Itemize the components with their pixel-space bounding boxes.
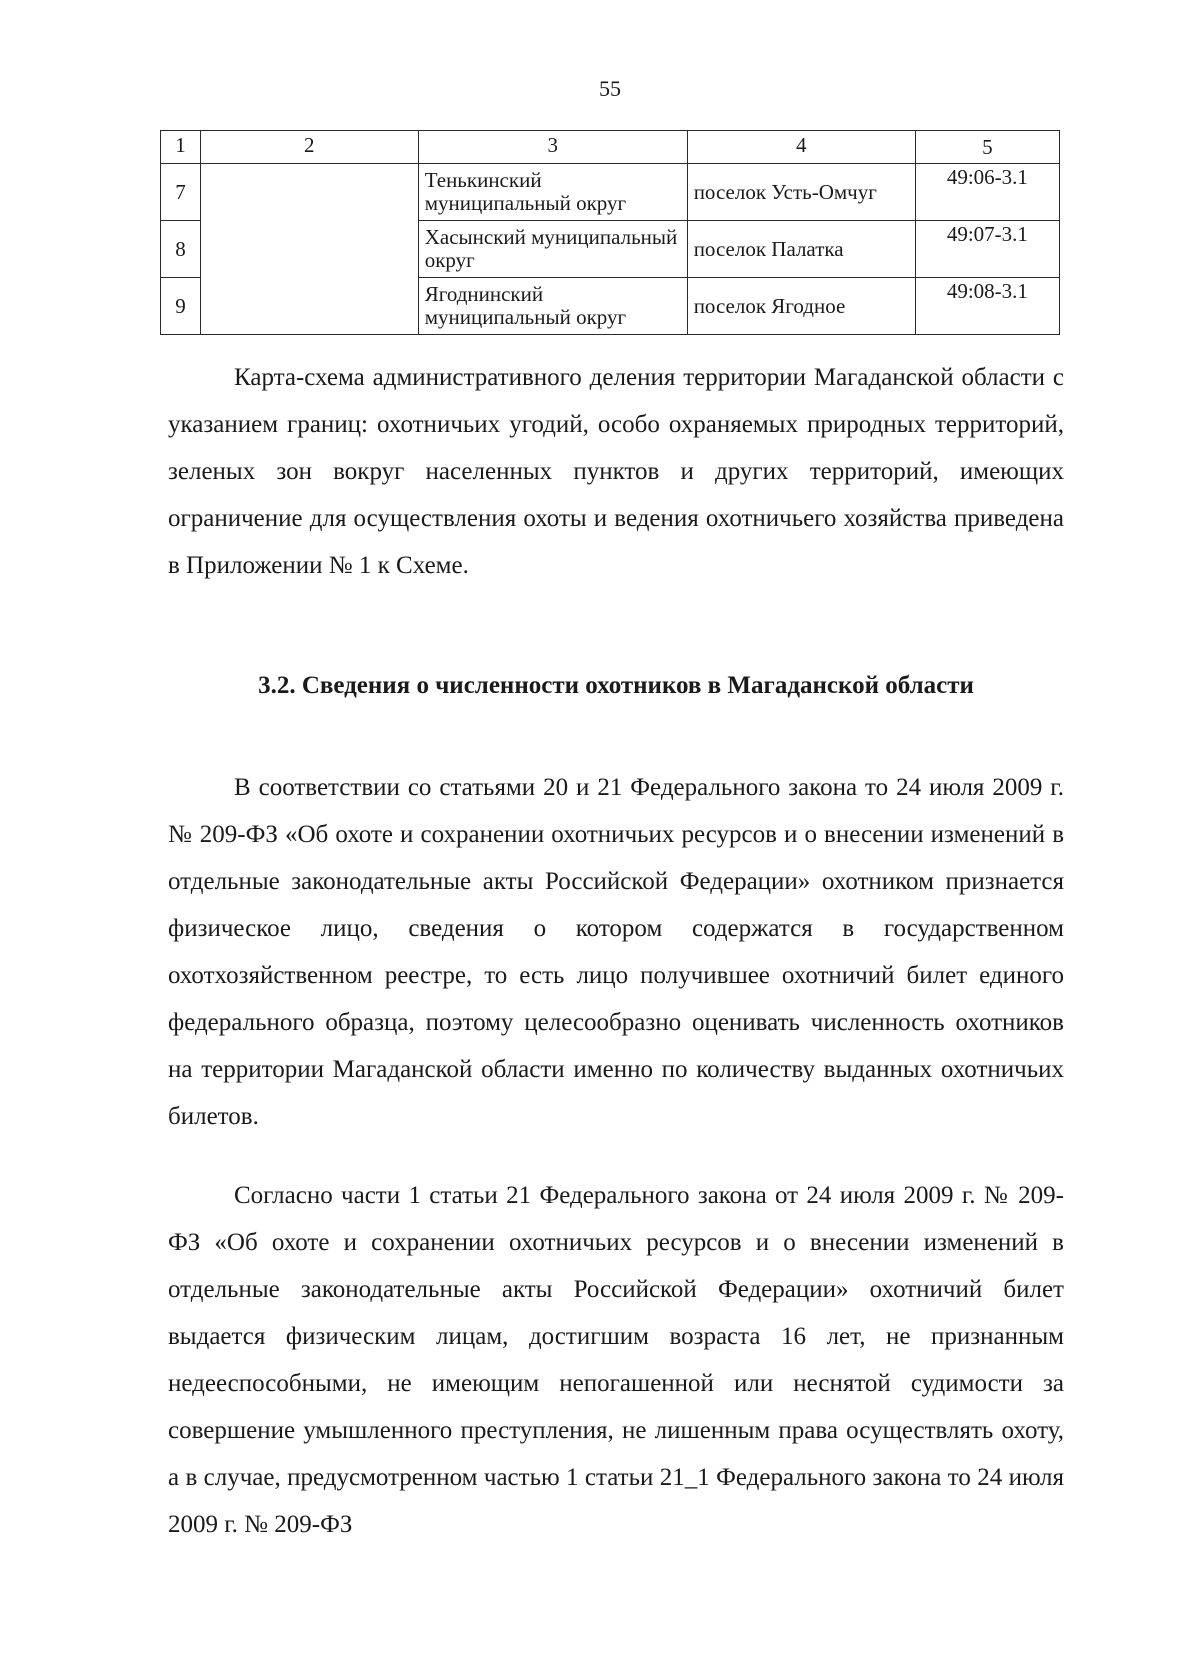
table-header-row	[161, 131, 1060, 164]
table-header-cell: 1	[161, 131, 201, 164]
districts-table	[160, 130, 1060, 335]
code-cell: 49:08-3.1	[915, 278, 1059, 335]
district-cell: Ягоднинский муниципальный округ	[418, 278, 687, 335]
row-number-cell: 8	[161, 221, 201, 278]
settlement-cell: поселок Усть-Омчуг	[687, 164, 915, 221]
table-header-cell: 5	[915, 131, 1059, 164]
district-cell: Хасынский муниципальный округ	[418, 221, 687, 278]
settlement-cell: поселок Палатка	[687, 221, 915, 278]
page-number: 55	[599, 76, 621, 101]
hunters-definition-paragraph: В соответствии со статьями 20 и 21 Федерального закона то 24 июля 2009 г. № 209-ФЗ «Об охоте и сохранении охотничьих ресурсов и о внесении изменений в отдельные законодательные акты Российской Федерации» охотником признается физическое лицо, сведения о котором содержатся в государственном охотхозяйственном реестре, то есть лицо получившее охотничий билет единого федерального образца, поэтому целесообразно оценивать численность охотников на территории Магаданской области именно по количеству выданных охотничьих билетов.	[168, 774, 1064, 1130]
settlement-cell: поселок Ягодное	[687, 278, 915, 335]
row-number-cell: 7	[161, 164, 201, 221]
ticket-issue-paragraph: Согласно части 1 статьи 21 Федерального закона от 24 июля 2009 г. № 209-ФЗ «Об охоте и сохранении охотничьих ресурсов и о внесении изменений в отдельные законодательные акты Российской Федерации» охотничий билет выдается физическим лицам, достигшим возраста 16 лет, не признанным недееспособными, не имеющим непогашенной или неснятой судимости за совершение умышленного преступления, не лишенным права осуществлять охоту, а в случае, предусмотренном частью 1 статьи 21_1 Федерального закона то 24 июля 2009 г. № 209-ФЗ	[168, 1182, 1064, 1538]
table-header-cell: 2	[200, 131, 418, 164]
code-cell: 49:07-3.1	[915, 221, 1059, 278]
district-cell: Тенькинский муниципальный округ	[418, 164, 687, 221]
table-header-cell: 3	[418, 131, 687, 164]
row-number-cell: 9	[161, 278, 201, 335]
section-heading: 3.2. Сведения о численности охотников в Магаданской области	[258, 672, 974, 699]
code-cell: 49:06-3.1	[915, 164, 1059, 221]
map-note-paragraph: Карта-схема административного деления территории Магаданской области с указанием границ: охотничьих угодий, особо охраняемых природных территорий, зеленых зон вокруг населенных пунктов и других территорий, имеющих ограничение для осуществления охоты и ведения охотничьего хозяйства приведена в Приложении № 1 к Схеме.	[168, 364, 1064, 579]
table-row	[161, 164, 1060, 221]
table-header-cell: 4	[687, 131, 915, 164]
merged-region-cell	[200, 164, 418, 335]
